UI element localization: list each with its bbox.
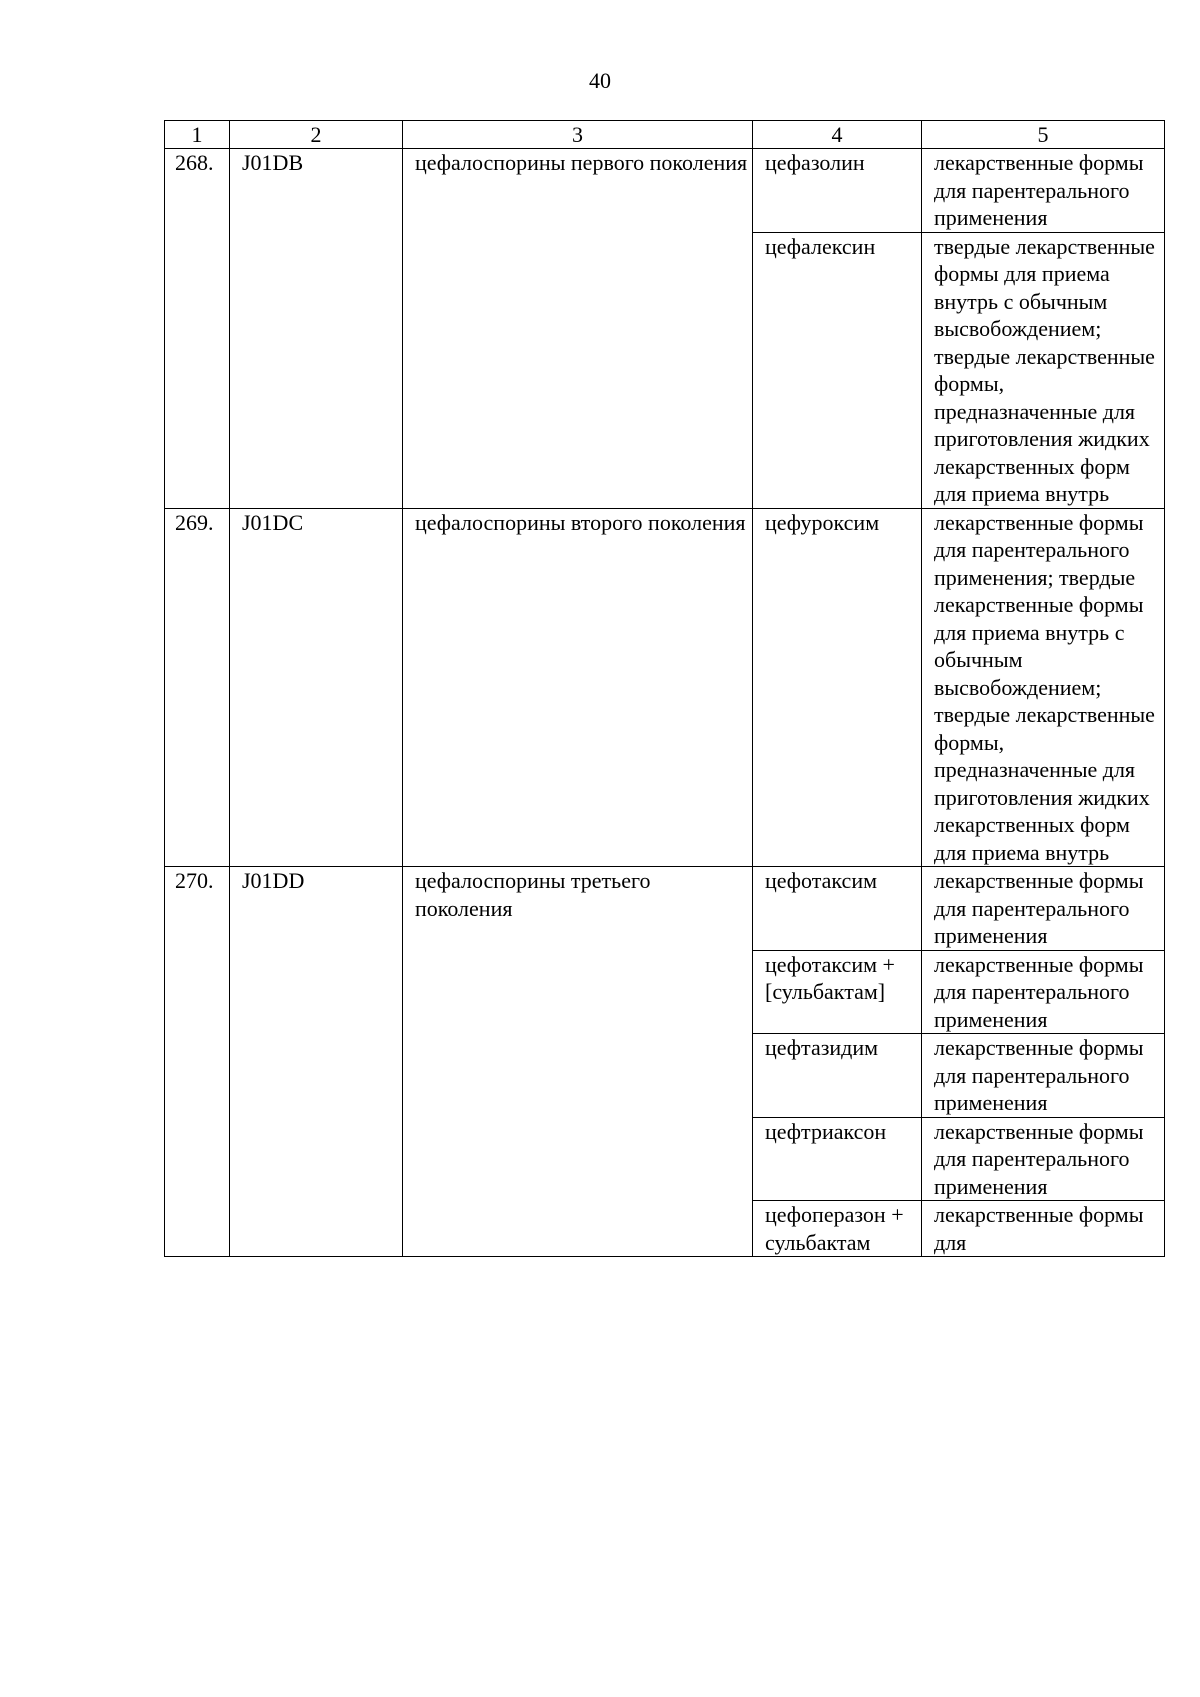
pharmacological-group: цефалоспорины второго поколения [403, 508, 753, 867]
column-header: 3 [403, 121, 753, 149]
drug-list-table [164, 120, 1165, 1257]
atc-code: J01DD [230, 867, 403, 1257]
pharmacological-group: цефалоспорины третьего поколения [403, 867, 753, 1257]
table-row [165, 867, 1165, 951]
drug-name: цефотаксим [753, 867, 922, 951]
dosage-form: лекарственные формы для парентерального применения [922, 149, 1165, 233]
atc-code: J01DC [230, 508, 403, 867]
dosage-form: лекарственные формы для парентерального применения [922, 1117, 1165, 1201]
column-header: 4 [753, 121, 922, 149]
drug-name: цефтазидим [753, 1034, 922, 1118]
column-header: 5 [922, 121, 1165, 149]
row-number: 269. [165, 508, 230, 867]
dosage-form: лекарственные формы для парентерального применения [922, 867, 1165, 951]
dosage-form: лекарственные формы для парентерального применения [922, 950, 1165, 1034]
row-number: 268. [165, 149, 230, 509]
column-header: 1 [165, 121, 230, 149]
dosage-form: лекарственные формы для [922, 1201, 1165, 1257]
dosage-form: твердые лекарственные формы для приема внутрь с обычным высвобождением; твердые лекарственные формы, предназначенные для приготовления жидких лекарственных форм для приема внутрь [922, 232, 1165, 508]
page-number: 40 [589, 68, 611, 93]
drug-name: цефотаксим + [сульбактам] [753, 950, 922, 1034]
pharmacological-group: цефалоспорины первого поколения [403, 149, 753, 509]
column-header: 2 [230, 121, 403, 149]
dosage-form: лекарственные формы для парентерального применения [922, 1034, 1165, 1118]
drug-name: цефуроксим [753, 508, 922, 867]
drug-name: цефазолин [753, 149, 922, 233]
drug-name: цефтриаксон [753, 1117, 922, 1201]
drug-name: цефоперазон + сульбактам [753, 1201, 922, 1257]
table-row [165, 149, 1165, 233]
table-header-row [165, 121, 1165, 149]
drug-name: цефалексин [753, 232, 922, 508]
dosage-form: лекарственные формы для парентерального применения; твердые лекарственные формы для приема внутрь с обычным высвобождением; твердые лекарственные формы, предназначенные для приготовления жидких лекарственных форм для приема внутрь [922, 508, 1165, 867]
row-number: 270. [165, 867, 230, 1257]
table-row [165, 508, 1165, 867]
atc-code: J01DB [230, 149, 403, 509]
